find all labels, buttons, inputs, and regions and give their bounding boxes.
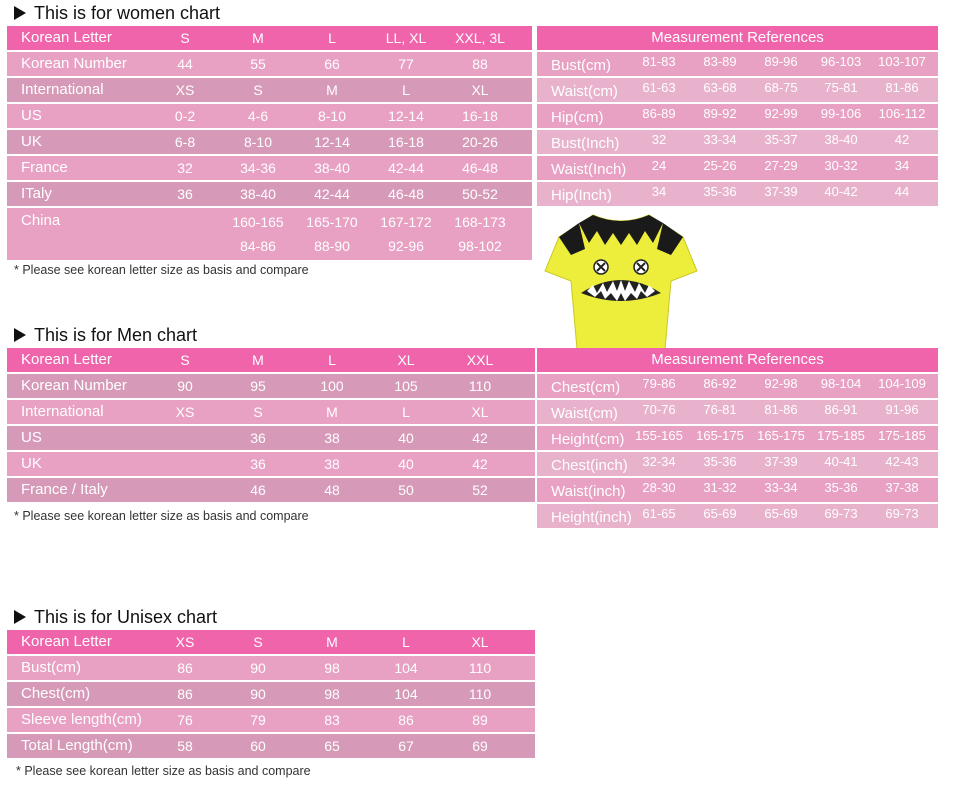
measurement-cell: 96-103 [820, 54, 862, 69]
measurement-header: Measurement References [537, 348, 938, 372]
measurement-cell: 86-89 [642, 106, 676, 121]
table-cell: M [326, 404, 338, 420]
women-chart-title: This is for women chart [14, 2, 220, 24]
table-cell: 110 [468, 660, 492, 676]
table-cell: 46 [250, 482, 266, 498]
table-cell: 40 [398, 430, 414, 446]
table-cell: XXL, 3L [455, 30, 505, 46]
measurement-label: Waist(cm) [551, 405, 618, 422]
table-cell: S [180, 352, 190, 368]
row-label: France / Italy [21, 481, 108, 498]
table-cell: XS [175, 82, 195, 98]
measurement-row [537, 130, 938, 154]
table-cell: 98-102 [458, 238, 502, 254]
triangle-bullet-icon [14, 328, 26, 342]
measurement-cell: 99-106 [820, 106, 862, 121]
table-cell: 58 [177, 738, 193, 754]
measurement-row [537, 400, 938, 424]
table-cell: L [402, 82, 410, 98]
measurement-cell: 65-69 [764, 506, 798, 521]
table-cell: 0-2 [174, 108, 196, 124]
row-label: US [21, 107, 42, 124]
unisex-note: * Please see korean letter size as basis and compare [16, 764, 311, 778]
table-cell: 36 [177, 186, 193, 202]
measurement-cell: 79-86 [642, 376, 676, 391]
table-cell: LL, XL [385, 30, 427, 46]
table-cell: 110 [468, 686, 492, 702]
table-cell: 34-36 [240, 160, 276, 176]
table-cell: 167-172 [380, 214, 432, 230]
measurement-cell: 37-39 [764, 184, 798, 199]
measurement-row [537, 452, 938, 476]
table-cell: 36 [250, 456, 266, 472]
table-cell: 44 [177, 56, 193, 72]
table-row [7, 656, 535, 680]
measurement-row [537, 156, 938, 180]
row-label: International [21, 81, 104, 98]
measurement-cell: 31-32 [703, 480, 737, 495]
row-label: Chest(cm) [21, 685, 91, 702]
measurement-cell: 30-32 [824, 158, 858, 173]
table-cell: L [328, 352, 336, 368]
measurement-cell: 165-175 [757, 428, 805, 443]
table-cell: 12-14 [388, 108, 424, 124]
measurement-label: Bust(cm) [551, 57, 611, 74]
measurement-label: Bust(Inch) [551, 135, 620, 152]
measurement-header: Measurement References [537, 26, 938, 50]
table-cell: 40 [398, 456, 414, 472]
table-cell: XL [471, 82, 489, 98]
table-row [7, 156, 532, 180]
table-cell: 16-18 [388, 134, 424, 150]
measurement-label: Waist(cm) [551, 83, 618, 100]
row-label: International [21, 403, 104, 420]
table-row [7, 182, 532, 206]
measurement-cell: 81-86 [764, 402, 798, 417]
table-cell: 65 [324, 738, 340, 754]
table-cell: XL [397, 352, 415, 368]
measurement-cell: 42 [894, 132, 910, 147]
table-cell: 160-165 [232, 214, 284, 230]
measurement-cell: 37-38 [885, 480, 919, 495]
measurement-cell: 81-86 [885, 80, 919, 95]
table-row [7, 478, 535, 502]
measurement-cell: 33-34 [703, 132, 737, 147]
row-label: France [21, 159, 68, 176]
measurement-row [537, 104, 938, 128]
table-cell: 48 [324, 482, 340, 498]
measurement-cell: 32-34 [642, 454, 676, 469]
measurement-label: Height(inch) [551, 509, 632, 526]
table-cell: 76 [177, 712, 193, 728]
table-cell: 55 [250, 56, 266, 72]
table-cell: 38 [324, 456, 340, 472]
measurement-row [537, 478, 938, 502]
table-cell: S [253, 82, 263, 98]
table-cell: XXL [466, 352, 494, 368]
table-cell: 67 [398, 738, 414, 754]
measurement-label: Waist(Inch) [551, 161, 627, 178]
measurement-cell: 61-63 [642, 80, 676, 95]
table-cell: 6-8 [174, 134, 196, 150]
measurement-cell: 86-92 [703, 376, 737, 391]
measurement-cell: 89-92 [703, 106, 737, 121]
table-cell: 90 [177, 378, 193, 394]
measurement-cell: 61-65 [642, 506, 676, 521]
table-cell: 60 [250, 738, 266, 754]
table-row-china [7, 208, 532, 260]
shark-tshirt-image [541, 209, 701, 349]
row-label: Sleeve length(cm) [21, 711, 142, 728]
table-cell: 38-40 [240, 186, 276, 202]
row-label: Bust(cm) [21, 659, 81, 676]
table-cell: 104 [394, 660, 418, 676]
table-cell: 20-26 [462, 134, 498, 150]
measurement-cell: 106-112 [878, 106, 926, 121]
table-cell: 52 [472, 482, 488, 498]
table-cell: S [253, 404, 263, 420]
table-cell: 110 [468, 378, 492, 394]
table-cell: 8-10 [243, 134, 273, 150]
measurement-row [537, 504, 938, 528]
table-row [7, 52, 532, 76]
table-cell: 50 [398, 482, 414, 498]
measurement-cell: 69-73 [885, 506, 919, 521]
table-row [7, 104, 532, 128]
measurement-cell: 104-109 [878, 376, 926, 391]
table-cell: 36 [250, 430, 266, 446]
table-row [7, 374, 535, 398]
measurement-cell: 40-42 [824, 184, 858, 199]
measurement-cell: 75-81 [824, 80, 858, 95]
measurement-cell: 155-165 [635, 428, 683, 443]
measurement-cell: 76-81 [703, 402, 737, 417]
table-cell: M [252, 30, 264, 46]
table-cell: 104 [394, 686, 418, 702]
table-header-row [7, 348, 535, 372]
table-cell: M [252, 352, 264, 368]
measurement-cell: 35-36 [703, 184, 737, 199]
table-cell: 89 [472, 712, 488, 728]
measurement-cell: 35-36 [703, 454, 737, 469]
table-row [7, 400, 535, 424]
table-cell: 38 [324, 430, 340, 446]
measurement-cell: 24 [651, 158, 667, 173]
measurement-row [537, 426, 938, 450]
measurement-cell: 37-39 [764, 454, 798, 469]
table-cell: S [253, 634, 263, 650]
table-row [7, 452, 535, 476]
measurement-cell: 27-29 [764, 158, 798, 173]
measurement-cell: 32 [651, 132, 667, 147]
table-cell: 8-10 [317, 108, 347, 124]
table-cell: 86 [398, 712, 414, 728]
unisex-chart-title: This is for Unisex chart [14, 606, 217, 628]
table-cell: S [180, 30, 190, 46]
row-label: US [21, 429, 42, 446]
table-cell: L [328, 30, 336, 46]
table-cell: L [402, 634, 410, 650]
table-row [7, 682, 535, 706]
measurement-cell: 42-43 [885, 454, 919, 469]
table-cell: 4-6 [247, 108, 269, 124]
triangle-bullet-icon [14, 610, 26, 624]
table-cell: 42-44 [388, 160, 424, 176]
measurement-cell: 98-104 [820, 376, 862, 391]
measurement-cell: 89-96 [764, 54, 798, 69]
table-cell: XL [471, 634, 489, 650]
table-row [7, 78, 532, 102]
measurement-cell: 175-185 [878, 428, 926, 443]
measurement-cell: 92-98 [764, 376, 798, 391]
row-label: UK [21, 455, 42, 472]
measurement-cell: 35-37 [764, 132, 798, 147]
measurement-cell: 65-69 [703, 506, 737, 521]
table-cell: 32 [177, 160, 193, 176]
table-cell: 46-48 [388, 186, 424, 202]
table-cell: 84-86 [240, 238, 276, 254]
table-cell: 95 [250, 378, 266, 394]
table-cell: 168-173 [454, 214, 506, 230]
table-cell: 98 [324, 660, 340, 676]
measurement-cell: 68-75 [764, 80, 798, 95]
row-label: Korean Number [21, 55, 127, 72]
measurement-label: Chest(inch) [551, 457, 628, 474]
row-label: Korean Letter [21, 29, 112, 46]
table-cell: 42 [472, 430, 488, 446]
men-note: * Please see korean letter size as basis and compare [14, 509, 309, 523]
table-cell: 12-14 [314, 134, 350, 150]
table-cell: 90 [250, 660, 266, 676]
measurement-cell: 40-41 [824, 454, 858, 469]
measurement-label: Hip(cm) [551, 109, 604, 126]
measurement-label: Hip(Inch) [551, 187, 612, 204]
measurement-cell: 70-76 [642, 402, 676, 417]
men-chart-title: This is for Men chart [14, 324, 197, 346]
measurement-cell: 165-175 [696, 428, 744, 443]
table-row [7, 426, 535, 450]
row-label: UK [21, 133, 42, 150]
measurement-cell: 28-30 [642, 480, 676, 495]
measurement-cell: 44 [894, 184, 910, 199]
table-row [7, 734, 535, 758]
measurement-cell: 91-96 [885, 402, 919, 417]
measurement-cell: 35-36 [824, 480, 858, 495]
measurement-label: Height(cm) [551, 431, 625, 448]
table-cell: 86 [177, 686, 193, 702]
measurement-cell: 86-91 [824, 402, 858, 417]
table-cell: M [326, 82, 338, 98]
table-cell: 79 [250, 712, 266, 728]
table-cell: 86 [177, 660, 193, 676]
table-row [7, 708, 535, 732]
measurement-row [537, 78, 938, 102]
table-cell: 105 [394, 378, 418, 394]
measurement-cell: 25-26 [703, 158, 737, 173]
measurement-label: Chest(cm) [551, 379, 621, 396]
table-cell: 42 [472, 456, 488, 472]
women-note: * Please see korean letter size as basis and compare [14, 263, 309, 277]
table-cell: 42-44 [314, 186, 350, 202]
table-row [7, 130, 532, 154]
table-cell: 66 [324, 56, 340, 72]
table-cell: 46-48 [462, 160, 498, 176]
measurement-row [537, 52, 938, 76]
measurement-cell: 69-73 [824, 506, 858, 521]
table-header-row [7, 630, 535, 654]
table-cell: 16-18 [462, 108, 498, 124]
measurement-cell: 34 [894, 158, 910, 173]
row-label: Korean Letter [21, 351, 112, 368]
measurement-cell: 83-89 [703, 54, 737, 69]
measurement-cell: 103-107 [878, 54, 926, 69]
table-cell: 83 [324, 712, 340, 728]
measurement-label: Waist(inch) [551, 483, 626, 500]
measurement-cell: 38-40 [824, 132, 858, 147]
table-cell: 165-170 [306, 214, 358, 230]
row-label: Korean Letter [21, 633, 112, 650]
triangle-bullet-icon [14, 6, 26, 20]
table-cell: 88 [472, 56, 488, 72]
table-cell: 98 [324, 686, 340, 702]
table-cell: 69 [472, 738, 488, 754]
table-cell: XL [471, 404, 489, 420]
table-cell: 38-40 [314, 160, 350, 176]
table-cell: 90 [250, 686, 266, 702]
measurement-cell: 33-34 [764, 480, 798, 495]
table-header-row [7, 26, 532, 50]
measurement-cell: 34 [651, 184, 667, 199]
row-label: China [21, 212, 61, 229]
table-cell: 100 [320, 378, 344, 394]
table-cell: 77 [398, 56, 414, 72]
row-label: Korean Number [21, 377, 127, 394]
measurement-cell: 92-99 [764, 106, 798, 121]
table-cell: L [402, 404, 410, 420]
table-cell: XS [175, 634, 195, 650]
table-cell: 50-52 [462, 186, 498, 202]
table-cell: 92-96 [388, 238, 424, 254]
table-cell: 88-90 [314, 238, 350, 254]
table-cell: M [326, 634, 338, 650]
measurement-row [537, 374, 938, 398]
measurement-cell: 175-185 [817, 428, 865, 443]
measurement-row [537, 182, 938, 206]
row-label: ITaly [21, 185, 52, 202]
table-cell: XS [175, 404, 195, 420]
measurement-cell: 63-68 [703, 80, 737, 95]
row-label: Total Length(cm) [21, 737, 133, 754]
measurement-cell: 81-83 [642, 54, 676, 69]
